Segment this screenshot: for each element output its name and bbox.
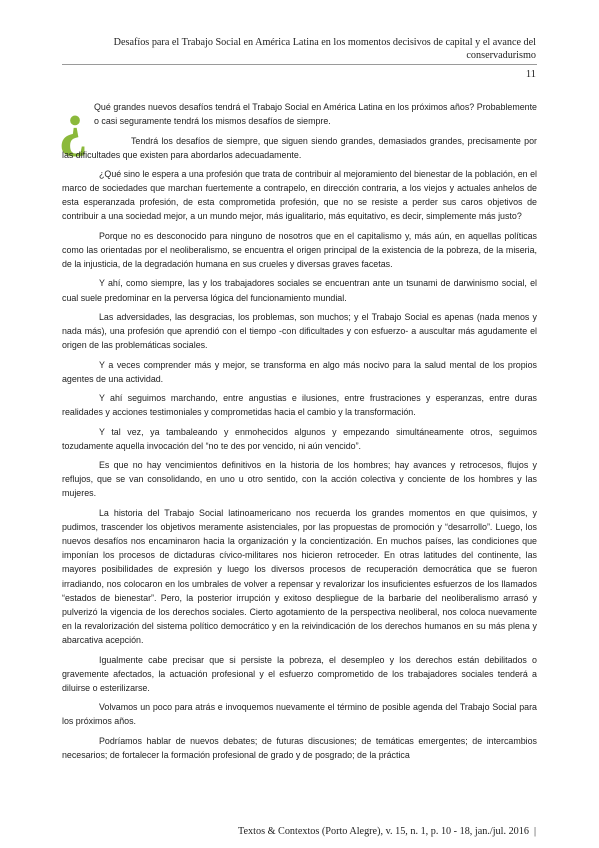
paragraph: La historia del Trabajo Social latinoamericano nos recuerda los grandes momentos en que quisimos, y pudimos, trascender los objetivos meramente asistenciales, por las propuestas de promoción y “desarrollo”. Luego, los nuevos desafíos nos encaminaron hacia la organización y la concientización. En muchos países, las condiciones que imponían los procesos de dictaduras cívico-militares nos hicieron retroceder. En otras latitudes del continente, las mayores posibilidades de expresión y luego los diversos procesos de recuperación democrática que se fueron irradiando, nos colocaron en los umbrales de volver a repensar y revalorizar los insuficientes esfuerzos de los llamados “estados de bienestar”. Pero, la posterior irrupción y exitoso despliegue de la barbarie del neoliberalismo arrasó y pulverizó la vigencia de los derechos sociales. Cierto agotamiento de la perspectiva neoliberal, nos coloca nuevamente en la revalorización del sistema político democrático y en la reivindicación de los derechos humanos en su más plena y abarcativa acepción.: [62, 507, 537, 646]
paragraph: Igualmente cabe precisar que si persiste la pobreza, el desempleo y los derechos están debilitados o gravemente afectados, la actuación profesional y el esfuerzo comprometido de los trabajadores sociales tenderá a diluirse o esterilizarse.: [62, 654, 537, 693]
dropcap: ¿: [58, 91, 88, 157]
header-rule: [62, 64, 537, 65]
article-body: [58, 91, 537, 767]
paragraph: Volvamos un poco para atrás e invoquemos nuevamente el término de posible agenda del Trabajo Social para los próximos años.: [62, 702, 537, 727]
paragraph: Es que no hay vencimientos definitivos en la historia de los hombres; hay avances y retrocesos, flujos y reflujos, que se van consolidando, en uno u otro sentido, con la acción colectiva y conciente de los hombres y las mujeres.: [62, 460, 537, 499]
running-header: [66, 36, 536, 62]
page-footer: [238, 826, 536, 837]
footer-separator: |: [533, 826, 536, 837]
paragraph: Y ahí, como siempre, las y los trabajadores sociales se encuentran ante un tsunami de darwinismo social, el cual suele predominar en la perversa lógica del funcionamiento mundial.: [62, 278, 537, 303]
paragraph: Porque no es desconocido para ninguno de nosotros que en el capitalismo y, más aún, en aquellas políticas como las orientadas por el neoliberalismo, se encuentra el origen principal de la existencia de la pobreza, de la miseria, de la injusticia, de la degradación humana en sus crueles y diversas graves facetas.: [62, 230, 537, 270]
running-title-line1: Desafíos para el Trabajo Social en América Latina en los momentos decisivos de capital y el avance del: [113, 37, 536, 48]
paragraph: Tendrá los desafíos de siempre, que siguen siendo grandes, demasiados grandes, precisamente por las dificultades que existen para abordarlos adecuadamente.: [62, 135, 537, 160]
page-number: 11: [525, 69, 536, 80]
paragraph: Y ahí seguimos marchando, entre angustias e ilusiones, entre frustraciones y esperanzas, entre duras realidades y acciones testimoniales y comprometidas hacia el cambio y la transformación.: [62, 393, 537, 418]
paragraph: ¿Qué sino le espera a una profesión que trata de contribuir al mejoramiento del bienestar de la población, en el marco de sociedades que marchan fuertemente a contrapelo, en dirección contraria, a los viejos y actuales anhelos de esta esperanzada profesión, de esta comprometida profesión, que no se resiste a perder sus caros objetivos de contribuir a una sociedad mejor, a un mundo mejor, más igualitario, más equitativo, es decir, simplemente más justo?: [62, 169, 537, 222]
paragraph-text: Qué grandes nuevos desafíos tendrá el Trabajo Social en América Latina en los próximos años? Probablemente o casi seguramente tendrá los mismos desafíos de siempre.: [94, 102, 537, 127]
footer-citation: Textos & Contextos (Porto Alegre), v. 15, n. 1, p. 10 - 18, jan./jul. 2016: [238, 826, 529, 837]
paragraph: Y a veces comprender más y mejor, se transforma en algo más nocivo para la salud mental de los propios agentes de una actividad.: [62, 359, 537, 384]
paragraph: Las adversidades, las desgracias, los problemas, son muchos; y el Trabajo Social es apenas (nada menos y nada más), una profesión que aprendió con el tiempo -con dificultades y con esfuerzo- a auscultar más agudamente el origen de las problemáticas sociales.: [62, 311, 537, 351]
paragraph: Y tal vez, ya tambaleando y enmohecidos algunos y empezando simultáneamente otros, seguimos tozudamente aquella invocación del “no te des por vencido, ni aún vencido”.: [62, 426, 537, 451]
paragraph: Podríamos hablar de nuevos debates; de futuras discusiones; de temáticas emergentes; de intercambios necesarios; de fortalecer la formación profesional de grado y de posgrado; de la práctica: [62, 735, 537, 760]
running-title-line2: conservadurismo: [466, 50, 536, 61]
